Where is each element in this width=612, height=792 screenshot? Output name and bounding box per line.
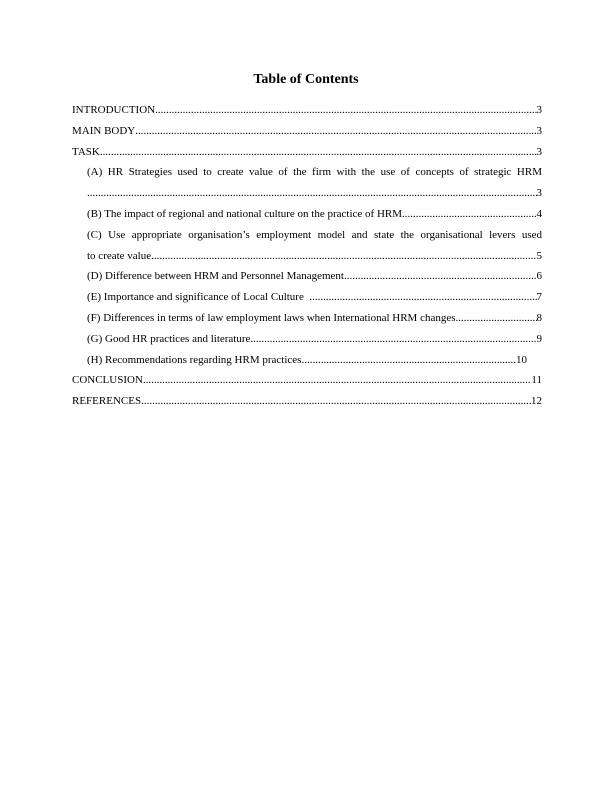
dot-leader xyxy=(456,308,537,329)
toc-entry-label-line1: (C) Use appropriate organisation’s employment model and state the organisational levers used xyxy=(87,228,542,241)
toc-entry-label: INTRODUCTION xyxy=(72,104,156,116)
toc-entry-a[interactable] xyxy=(72,162,542,204)
toc-entry-conclusion[interactable] xyxy=(72,370,542,391)
toc-title: Table of Contents xyxy=(253,72,359,87)
toc-entry-page: 9 xyxy=(536,332,542,345)
toc-entry-g[interactable] xyxy=(72,329,542,350)
toc-entry-page: 11 xyxy=(531,374,542,387)
toc-entry-label: (B) The impact of regional and national culture on the practice of HRM. xyxy=(87,207,405,220)
toc-entry-e[interactable] xyxy=(72,287,542,308)
toc-entry-page: 3 xyxy=(536,145,542,158)
dot-leader xyxy=(405,204,537,225)
toc-entry-task[interactable] xyxy=(72,142,542,163)
dot-leader xyxy=(100,142,537,163)
toc-entry-h[interactable] xyxy=(72,350,542,371)
dot-leader xyxy=(87,183,537,204)
toc-entry-introduction[interactable] xyxy=(72,100,542,121)
toc-entry-label: (H) Recommendations regarding HRM practices xyxy=(87,353,302,366)
toc-entry-label: CONCLUSION xyxy=(72,374,143,387)
toc-entry-c[interactable] xyxy=(72,225,542,267)
toc-entry-label: (G) Good HR practices and literature xyxy=(87,332,251,345)
toc-entry-label: MAIN BODY xyxy=(72,124,136,137)
toc-entry-page: 8 xyxy=(536,311,542,324)
toc-entry-d[interactable] xyxy=(72,266,542,287)
dot-leader xyxy=(143,370,532,391)
dot-leader xyxy=(135,121,536,142)
dot-leader xyxy=(344,266,537,287)
dot-leader xyxy=(141,391,531,412)
dot-leader xyxy=(250,329,536,350)
toc-entry-f[interactable] xyxy=(72,308,542,329)
toc-entry-page: 3 xyxy=(536,124,542,137)
toc-entry-page: 10 xyxy=(516,353,527,366)
dot-leader xyxy=(155,100,536,121)
toc-entry-label: (F) Differences in terms of law employment laws when International HRM changes xyxy=(87,311,456,324)
dot-leader xyxy=(309,287,536,308)
toc-entry-a-line2 xyxy=(72,183,542,204)
toc-entry-page: 7 xyxy=(536,291,542,304)
toc-entry-b[interactable] xyxy=(72,204,542,225)
toc-entry-label-line1: (A) HR Strategies used to create value of the firm with the use of concepts of strategic HRM xyxy=(87,166,542,179)
toc-list xyxy=(72,100,542,412)
toc-entry-c-line2 xyxy=(72,246,542,267)
toc-entry-label: TASK xyxy=(72,145,100,158)
toc-entry-label: REFERENCES xyxy=(72,395,142,408)
toc-entry-page: 6 xyxy=(536,270,542,283)
toc-entry-page: 12 xyxy=(531,395,542,408)
toc-entry-page: 3 xyxy=(536,187,542,200)
dot-leader xyxy=(301,350,516,371)
dot-leader xyxy=(151,246,536,267)
toc-entry-label: (E) Importance and significance of Local Culture xyxy=(87,291,310,304)
toc-entry-main-body[interactable] xyxy=(72,121,542,142)
toc-entry-page: 5 xyxy=(536,249,542,262)
toc-entry-references[interactable] xyxy=(72,391,542,412)
toc-entry-label-line2: to create value xyxy=(87,249,152,262)
toc-entry-page: 4 xyxy=(536,207,542,220)
toc-entry-label: (D) Difference between HRM and Personnel Management xyxy=(87,270,344,283)
toc-entry-page: 3 xyxy=(536,104,542,116)
